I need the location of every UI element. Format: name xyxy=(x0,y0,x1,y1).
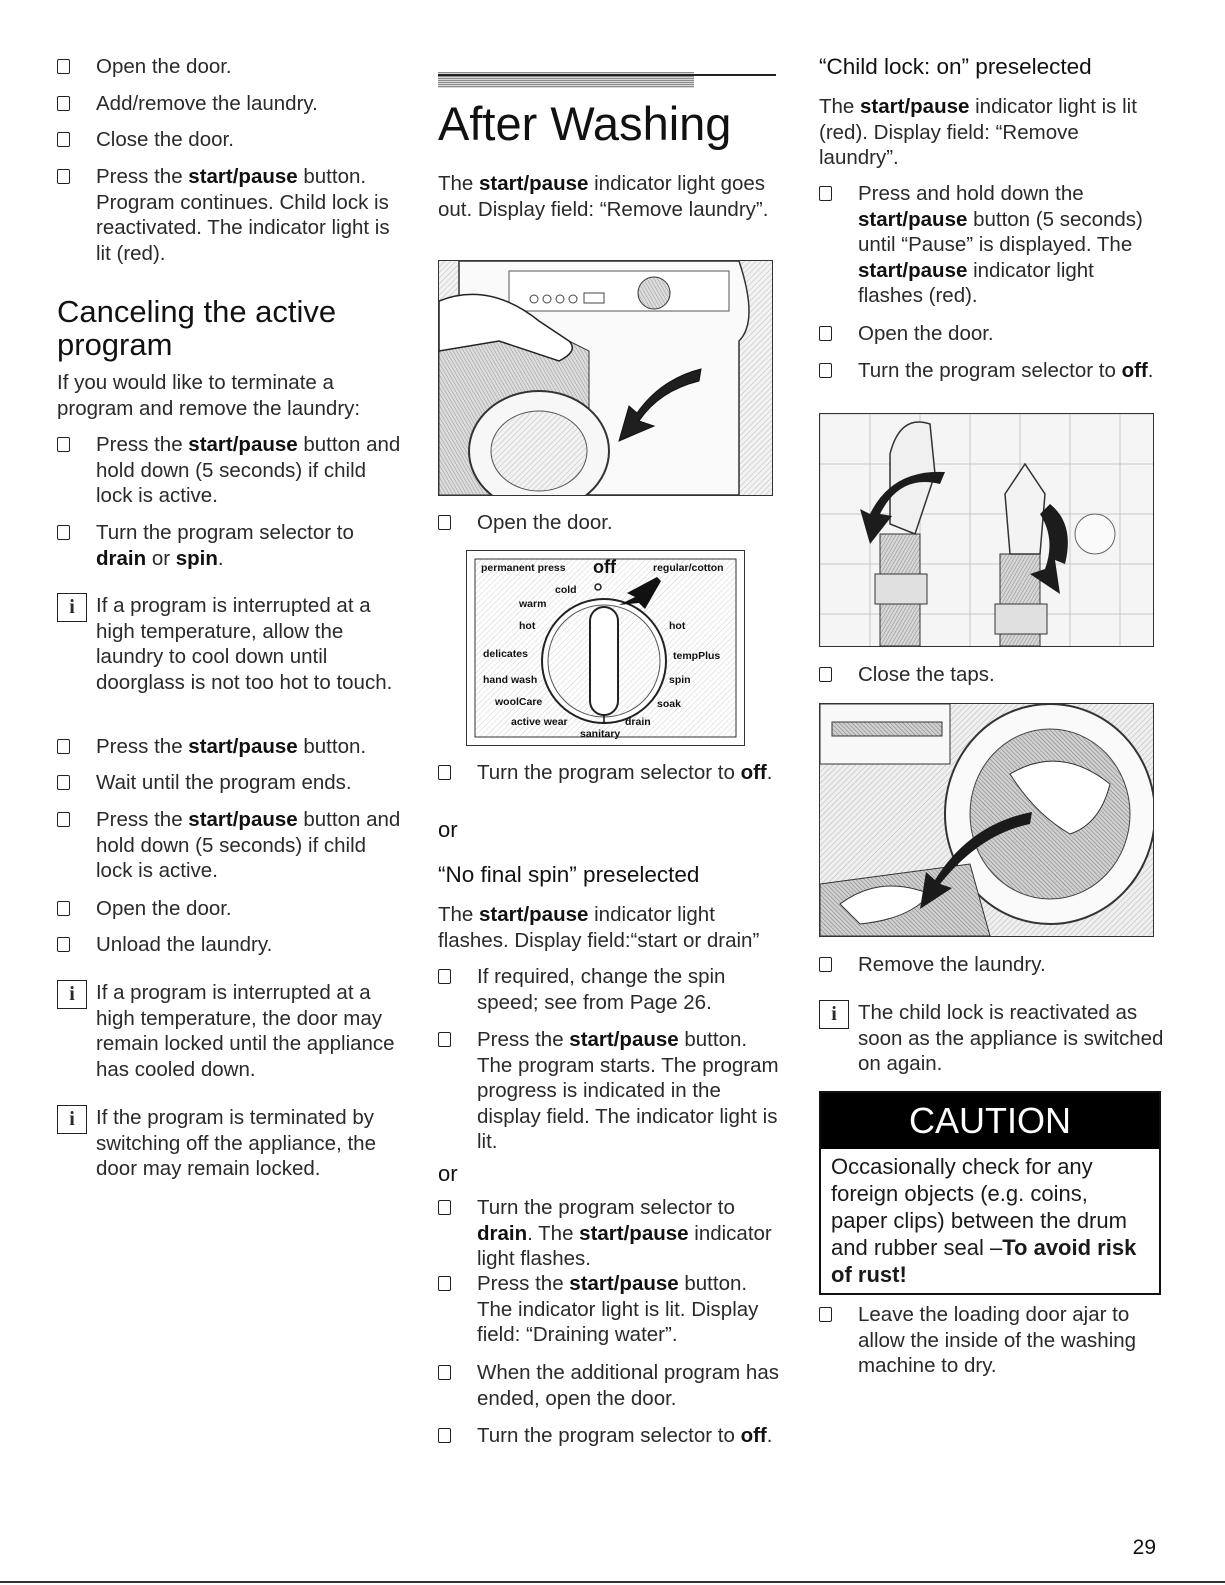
page-bottom-rule xyxy=(0,1581,1225,1583)
step-add-remove-laundry: Add/remove the laundry. xyxy=(57,91,402,117)
dial-label-drain: drain xyxy=(625,716,651,728)
info-icon: i xyxy=(819,1000,849,1029)
cancel-heading: Canceling the active program xyxy=(57,294,337,362)
step-turn-drain-spin: Turn the program selector to drain or spin. xyxy=(57,520,402,571)
step-press-hold-2: Press the start/pause button and hold down (5 seconds) if child lock is active. xyxy=(57,807,402,884)
step-press-start-drain: Press the start/pause button. The indicator light is lit. Display field: “Draining water”. xyxy=(438,1271,783,1348)
info-note-door-locked: i If a program is interrupted at a high temperature, the door may remain locked until the appliance has cooled down. xyxy=(57,980,402,1082)
step-close-door: Close the door. xyxy=(57,127,402,153)
dial-label-hand-wash: hand wash xyxy=(483,674,538,686)
checkbox-icon xyxy=(57,901,70,916)
checkbox-icon xyxy=(438,1428,451,1443)
step-unload-laundry: Unload the laundry. xyxy=(57,932,402,958)
open-door-illustration xyxy=(438,260,773,496)
checkbox-icon xyxy=(819,1307,832,1322)
dial-label-cold: cold xyxy=(555,584,577,596)
step-press-start-pause-2: Press the start/pause button. xyxy=(57,734,402,760)
step-wait-program-end: Wait until the program ends. xyxy=(57,770,402,796)
checkbox-icon xyxy=(57,739,70,754)
caution-box xyxy=(819,1091,1161,1295)
no-final-spin-intro: The start/pause indicator light flashes. Display field:“start or drain” xyxy=(438,903,760,952)
remove-laundry-illustration xyxy=(819,703,1154,937)
caution-body: Occasionally check for any foreign objects (e.g. coins, paper clips) between the drum and rubber seal –To avoid risk of rust! xyxy=(831,1154,1137,1287)
dial-label-soak: soak xyxy=(657,698,681,710)
step-open-door-2: Open the door. xyxy=(57,896,402,922)
dial-label-regular-cotton: regular/cotton xyxy=(653,562,724,574)
checkbox-icon xyxy=(438,1276,451,1291)
step-open-door-mid: Open the door. xyxy=(438,510,783,536)
after-washing-intro: The start/pause indicator light goes out. Display field: “Remove laundry”. xyxy=(438,172,769,221)
dial-label-hot-left: hot xyxy=(519,620,536,632)
dial-label-spin: spin xyxy=(669,674,691,686)
close-taps-illustration xyxy=(819,413,1154,647)
dial-label-woolcare: woolCare xyxy=(495,696,543,708)
dial-label-active-wear: active wear xyxy=(511,716,568,728)
checkbox-icon xyxy=(57,59,70,74)
checkbox-icon xyxy=(57,775,70,790)
no-final-spin-heading: “No final spin” preselected xyxy=(438,862,700,887)
or-label-1: or xyxy=(438,817,458,842)
checkbox-icon xyxy=(819,957,832,972)
step-additional-ended: When the additional program has ended, open the door. xyxy=(438,1360,783,1411)
step-change-spin: If required, change the spin speed; see from Page 26. xyxy=(438,964,783,1015)
washer-door-drawing xyxy=(439,261,772,495)
step-press-hold-child: Press and hold down the start/pause button (5 seconds) until “Pause” is displayed. The start/pause indicator light flashes (red). xyxy=(819,181,1164,309)
info-icon: i xyxy=(57,593,87,622)
page-title: After Washing xyxy=(438,97,732,150)
checkbox-icon xyxy=(57,937,70,952)
page-number: 29 xyxy=(1132,1536,1156,1559)
or-label-2: or xyxy=(438,1161,458,1186)
info-note-cool-down: i If a program is interrupted at a high temperature, allow the laundry to cool down until doorglass is not too hot to touch. xyxy=(57,593,402,695)
checkbox-icon xyxy=(57,96,70,111)
dial-label-sanitary: sanitary xyxy=(580,728,621,740)
checkbox-icon xyxy=(819,326,832,341)
taps-drawing xyxy=(820,414,1153,646)
step-press-start-mid: Press the start/pause button. The program starts. The program progress is indicated in the display field. The indicator light is lit. xyxy=(438,1027,783,1155)
step-remove-laundry: Remove the laundry. xyxy=(819,952,1164,978)
child-lock-intro: The start/pause indicator light is lit (red). Display field: “Remove laundry”. xyxy=(819,95,1137,170)
checkbox-icon xyxy=(57,437,70,452)
step-press-start-pause: Press the start/pause button. Program continues. Child lock is reactivated. The indicator light is lit (red). xyxy=(57,164,402,266)
checkbox-icon xyxy=(819,667,832,682)
checkbox-icon xyxy=(438,1032,451,1047)
step-open-door-right: Open the door. xyxy=(819,321,1164,347)
checkbox-icon xyxy=(57,525,70,540)
checkbox-icon xyxy=(438,1365,451,1380)
step-turn-off-end: Turn the program selector to off. xyxy=(438,1423,783,1449)
checkbox-icon xyxy=(438,765,451,780)
checkbox-icon xyxy=(57,132,70,147)
info-icon: i xyxy=(57,1105,87,1134)
dial-label-hot-right: hot xyxy=(669,620,686,632)
child-lock-heading: “Child lock: on” preselected xyxy=(819,54,1092,79)
checkbox-icon xyxy=(438,1200,451,1215)
dial-label-warm: warm xyxy=(519,598,547,610)
step-open-door: Open the door. xyxy=(57,54,402,80)
step-leave-door-ajar: Leave the loading door ajar to allow the inside of the washing machine to dry. xyxy=(819,1302,1164,1379)
step-press-hold: Press the start/pause button and hold down (5 seconds) if child lock is active. xyxy=(57,432,402,509)
step-turn-off-right: Turn the program selector to off. xyxy=(819,358,1164,384)
step-close-taps: Close the taps. xyxy=(819,662,1164,688)
dial-label-tempplus: tempPlus xyxy=(673,650,721,662)
checkbox-icon xyxy=(438,969,451,984)
cancel-intro: If you would like to terminate a program and remove the laundry: xyxy=(57,371,361,420)
caution-title: CAUTION xyxy=(821,1093,1159,1149)
header-rule xyxy=(438,74,776,76)
checkbox-icon xyxy=(819,363,832,378)
checkbox-icon xyxy=(819,186,832,201)
info-icon: i xyxy=(57,980,87,1009)
step-turn-off-mid: Turn the program selector to off. xyxy=(438,760,783,786)
info-note-child-lock: i The child lock is reactivated as soon as the appliance is switched on again. xyxy=(819,1000,1164,1077)
checkbox-icon xyxy=(57,812,70,827)
dial-label-permanent-press: permanent press xyxy=(481,562,566,574)
dial-label-off: off xyxy=(593,557,616,577)
dial-label-delicates: delicates xyxy=(483,648,528,660)
laundry-drawing xyxy=(820,704,1153,936)
info-note-switch-off: i If the program is terminated by switching off the appliance, the door may remain locked. xyxy=(57,1105,402,1182)
checkbox-icon xyxy=(57,169,70,184)
program-selector-dial xyxy=(466,550,745,746)
step-turn-drain-mid: Turn the program selector to drain. The start/pause indicator light flashes. xyxy=(438,1195,783,1272)
checkbox-icon xyxy=(438,515,451,530)
